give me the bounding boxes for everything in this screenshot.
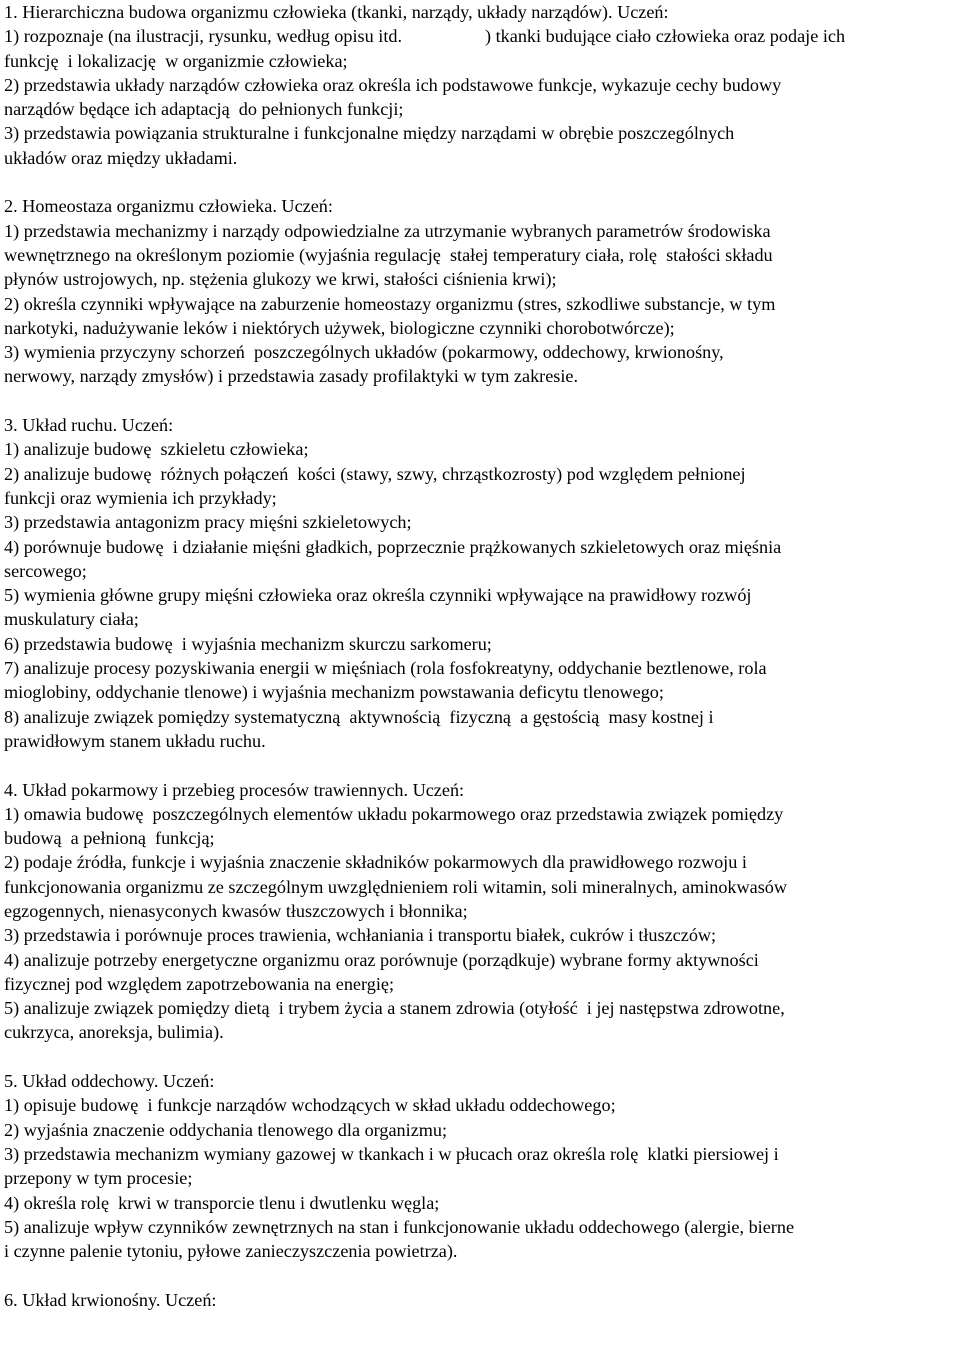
section-heading: 2. Homeostaza organizmu człowieka. Uczeń:: [4, 196, 333, 217]
text-line: 2) przedstawia układy narządów człowieka oraz określa ich podstawowe funkcje, wykazuje cechy budowy: [4, 74, 782, 95]
text-line: 4) określa rolę krwi w transporcie tlenu i dwutlenku węgla;: [4, 1192, 440, 1213]
text-line: fizycznej pod względem zapotrzebowania na energię;: [4, 973, 395, 994]
section-2: [4, 194, 956, 388]
text-line: prawidłowym stanem układu ruchu.: [4, 730, 266, 751]
text-line: przepony w tym procesie;: [4, 1168, 193, 1189]
text-line: 4) porównuje budowę i działanie mięśni gładkich, poprzecznie prążkowanych szkieletowych oraz mięśnia: [4, 536, 782, 557]
text-line: 2) określa czynniki wpływające na zaburzenie homeostazy organizmu (stres, szkodliwe substancje, w tym: [4, 293, 776, 314]
overlapping-text-line: [4, 24, 956, 48]
text-line-part-b: ) tkanki budujące ciało człowieka oraz podaje ich: [485, 26, 846, 47]
text-line: funkcję i lokalizację w organizmie człowieka;: [4, 50, 348, 71]
text-line: narkotyki, nadużywanie leków i niektórych używek, biologiczne czynniki chorobotwórcze);: [4, 317, 675, 338]
document-page: [4, 0, 956, 1312]
text-line: 8) analizuje związek pomiędzy systematyczną aktywnością fizyczną a gęstością masy kostnej i: [4, 706, 714, 727]
text-line: 3) przedstawia i porównuje proces trawienia, wchłaniania i transportu białek, cukrów i tłuszczów;: [4, 925, 717, 946]
text-line: nerwowy, narządy zmysłów) i przedstawia zasady profilaktyki w tym zakresie.: [4, 366, 579, 387]
section-5: [4, 1069, 956, 1263]
text-line: 3) przedstawia mechanizm wymiany gazowej w tkankach i w płucach oraz określa rolę klatki piersiowej i: [4, 1143, 779, 1164]
text-line: 7) analizuje procesy pozyskiwania energii w mięśniach (rola fosfokreatyny, oddychanie beztlenowe, rola: [4, 658, 767, 679]
text-line-part-a: 1) rozpoznaje (na ilustracji, rysunku, według opisu itd.: [4, 26, 403, 47]
section-4: [4, 778, 956, 1045]
text-line: egzogennych, nienasyconych kwasów tłuszczowych i błonnika;: [4, 900, 468, 921]
text-line: budową a pełnioną funkcją;: [4, 828, 215, 849]
text-line: funkcjonowania organizmu ze szczególnym uwzględnieniem roli witamin, soli mineralnych, aminokwasów: [4, 876, 788, 897]
text-line: 1) przedstawia mechanizmy i narządy odpowiedzialne za utrzymanie wybranych parametrów środowiska: [4, 220, 771, 241]
text-line: sercowego;: [4, 560, 87, 581]
text-line: 3) wymienia przyczyny schorzeń poszczególnych układów (pokarmowy, oddechowy, krwionośny,: [4, 342, 724, 363]
text-line: i czynne palenie tytoniu, pyłowe zanieczyszczenia powietrza).: [4, 1241, 458, 1262]
text-line: 3) przedstawia antagonizm pracy mięśni szkieletowych;: [4, 512, 412, 533]
section-6: [4, 1288, 956, 1312]
text-line: 5) wymienia główne grupy mięśni człowieka oraz określa czynniki wpływające na prawidłowy rozwój: [4, 585, 752, 606]
text-line: 4) analizuje potrzeby energetyczne organizmu oraz porównuje (porządkuje) wybrane formy aktywności: [4, 949, 759, 970]
text-line: mioglobiny, oddychanie tlenowe) i wyjaśnia mechanizm powstawania deficytu tlenowego;: [4, 682, 664, 703]
text-line: cukrzyca, anoreksja, bulimia).: [4, 1022, 224, 1043]
text-line: płynów ustrojowych, np. stężenia glukozy we krwi, stałości ciśnienia krwi);: [4, 269, 557, 290]
text-line: 6) przedstawia budowę i wyjaśnia mechanizm skurczu sarkomeru;: [4, 633, 492, 654]
text-line: funkcji oraz wymienia ich przykłady;: [4, 487, 277, 508]
section-heading: 1. Hierarchiczna budowa organizmu człowieka (tkanki, narządy, układy narządów). Uczeń:: [4, 2, 669, 22]
text-line: 1) omawia budowę poszczególnych elementów układu pokarmowego oraz przedstawia związek pomiędzy: [4, 803, 784, 824]
text-line: 2) analizuje budowę różnych połączeń kości (stawy, szwy, chrząstkozrosty) pod względem pełnionej: [4, 463, 746, 484]
section-heading: 5. Układ oddechowy. Uczeń:: [4, 1071, 215, 1092]
text-line: narządów będące ich adaptacją do pełnionych funkcji;: [4, 99, 404, 120]
text-line: 5) analizuje związek pomiędzy dietą i trybem życia a stanem zdrowia (otyłość i jej następstwa zdrowotne,: [4, 998, 785, 1019]
section-3: [4, 413, 956, 753]
text-line: wewnętrznego na określonym poziomie (wyjaśnia regulację stałej temperatury ciała, rolę stałości składu: [4, 244, 773, 265]
text-line: 1) analizuje budowę szkieletu człowieka;: [4, 439, 309, 460]
text-line: 1) opisuje budowę i funkcje narządów wchodzących w skład układu oddechowego;: [4, 1095, 616, 1116]
section-heading: 4. Układ pokarmowy i przebieg procesów trawiennych. Uczeń:: [4, 779, 465, 800]
section-heading: 3. Układ ruchu. Uczeń:: [4, 415, 174, 436]
text-line: 3) przedstawia powiązania strukturalne i funkcjonalne między narządami w obrębie poszczególnych: [4, 123, 735, 144]
text-line: układów oraz między układami.: [4, 147, 238, 168]
section-1: [4, 0, 956, 170]
text-line: 5) analizuje wpływ czynników zewnętrznych na stan i funkcjonowanie układu oddechowego (alergie, bierne: [4, 1216, 795, 1237]
section-heading: 6. Układ krwionośny. Uczeń:: [4, 1289, 217, 1310]
text-line: 2) wyjaśnia znaczenie oddychania tlenowego dla organizmu;: [4, 1119, 448, 1140]
text-line: 2) podaje źródła, funkcje i wyjaśnia znaczenie składników pokarmowych dla prawidłowego rozwoju i: [4, 852, 747, 873]
text-line: muskulatury ciała;: [4, 609, 139, 630]
